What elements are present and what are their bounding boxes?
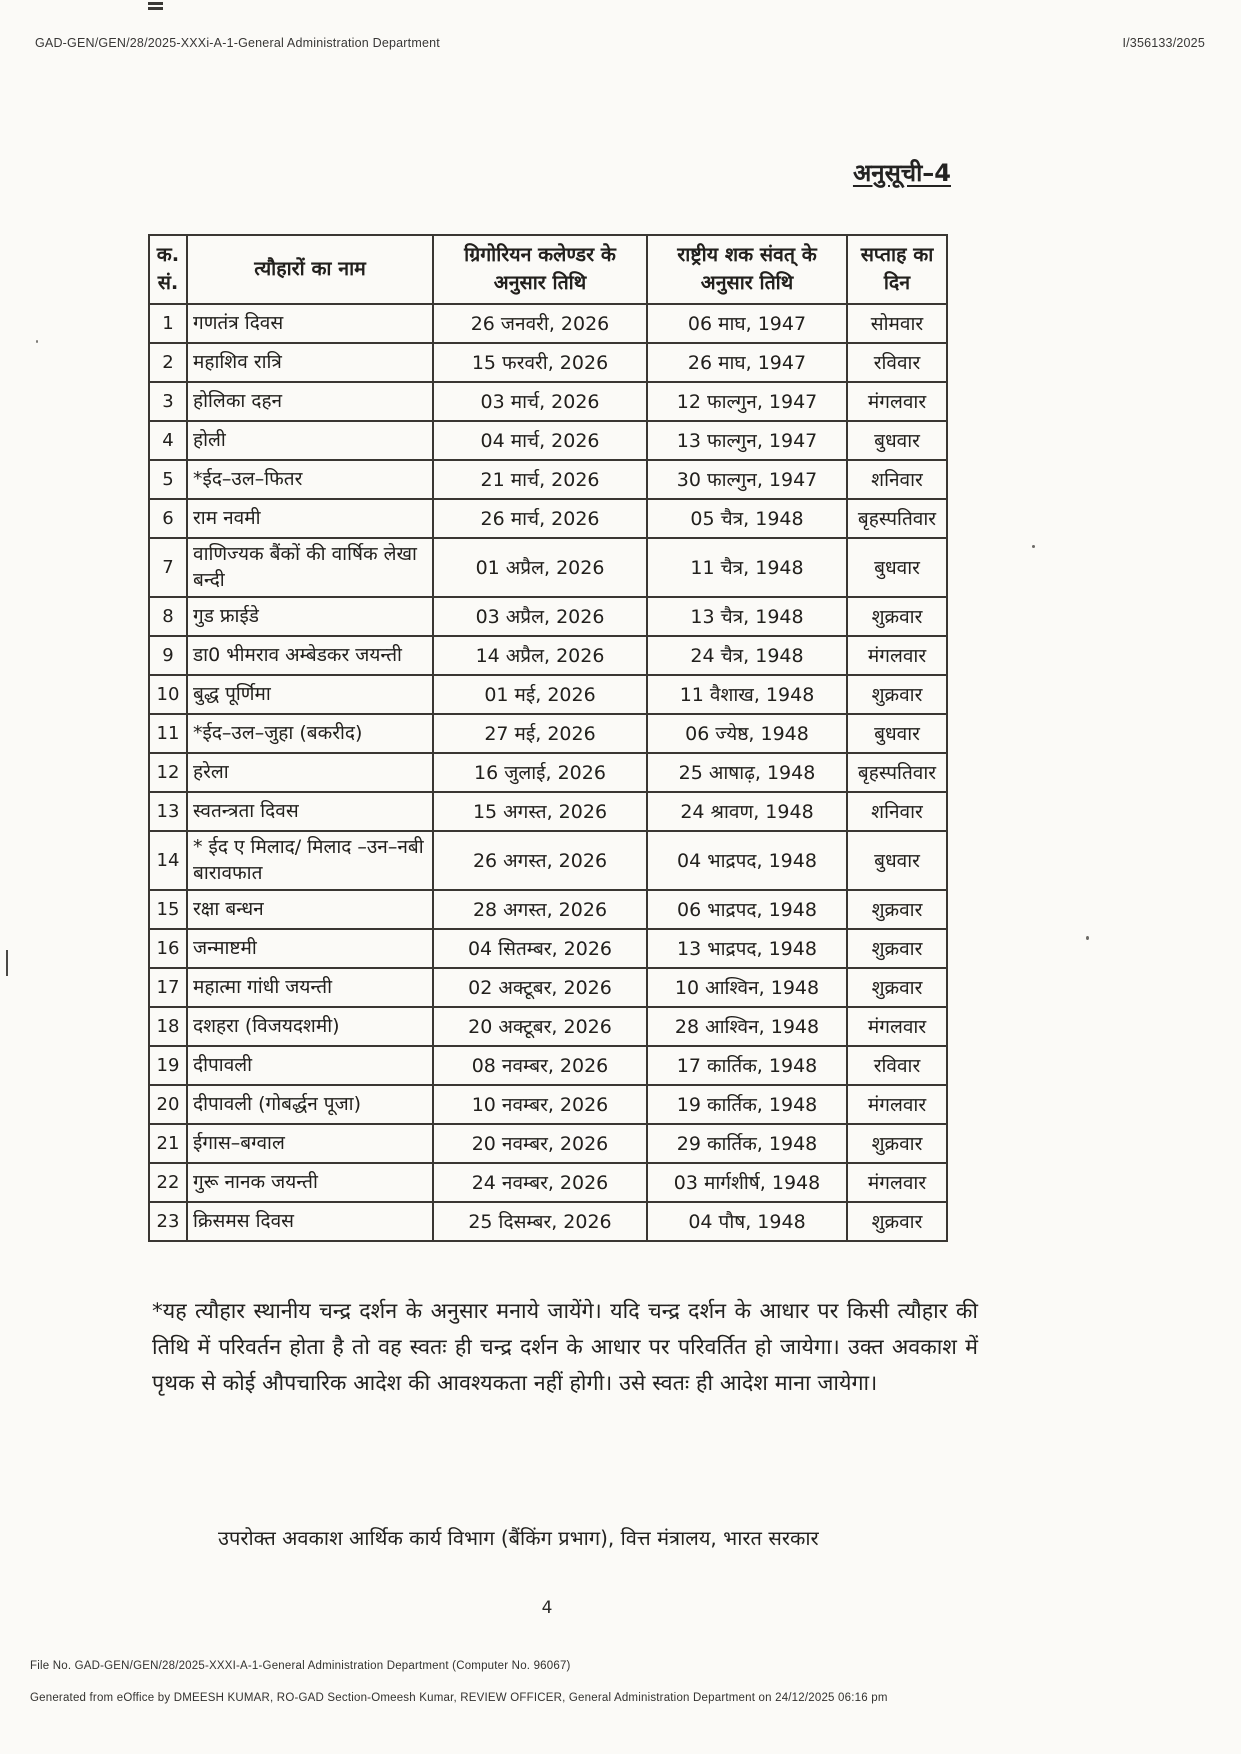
scan-artifact [6,950,8,976]
festival-weekday: मंगलवार [847,1085,947,1124]
festival-weekday: सोमवार [847,304,947,343]
festival-gregorian-date: 04 मार्च, 2026 [433,421,647,460]
festival-weekday: शुक्रवार [847,1202,947,1241]
festival-weekday: बुधवार [847,831,947,890]
festival-name: बुद्ध पूर्णिमा [187,675,433,714]
festival-weekday: शुक्रवार [847,675,947,714]
festival-weekday: मंगलवार [847,1007,947,1046]
festival-gregorian-date: 16 जुलाई, 2026 [433,753,647,792]
festival-shaka-date: 11 वैशाख, 1948 [647,675,847,714]
festival-gregorian-date: 26 जनवरी, 2026 [433,304,647,343]
table-row [149,343,947,382]
festival-serial: 5 [149,460,187,499]
festival-gregorian-date: 04 सितम्बर, 2026 [433,929,647,968]
festival-name: * ईद ए मिलाद/ मिलाद –उन–नबी बारावफात [187,831,433,890]
table-row [149,968,947,1007]
document-header [35,36,1205,50]
festival-gregorian-date: 26 मार्च, 2026 [433,499,647,538]
table-row [149,929,947,968]
festival-gregorian-date: 27 मई, 2026 [433,714,647,753]
table-row [149,1124,947,1163]
festival-gregorian-date: 25 दिसम्बर, 2026 [433,1202,647,1241]
table-row [149,636,947,675]
festival-name: गणतंत्र दिवस [187,304,433,343]
festival-serial: 2 [149,343,187,382]
festival-weekday: बृहस्पतिवार [847,499,947,538]
festival-weekday: शुक्रवार [847,968,947,1007]
table-row [149,675,947,714]
table-row [149,831,947,890]
festival-serial: 17 [149,968,187,1007]
festival-gregorian-date: 26 अगस्त, 2026 [433,831,647,890]
table-row [149,890,947,929]
festival-serial: 4 [149,421,187,460]
lunar-sighting-footnote: *यह त्यौहार स्थानीय चन्द्र दर्शन के अनुसार मनाये जायेंगे। यदि चन्द्र दर्शन के आधार पर किसी त्यौहार की तिथि में परिवर्तन होता है तो वह स्वतः ही चन्द्र दर्शन के आधार पर परिवर्तित हो जायेगा। उक्त अवकाश में पृथक से कोई औपचारिक आदेश की आवश्यकता नहीं होगी। उसे स्वतः ही आदेश माना जायेगा। [152,1299,978,1396]
header-shaka-date: राष्ट्रीय शक संवत् के अनुसार तिथि [647,235,847,304]
festival-serial: 11 [149,714,187,753]
festival-shaka-date: 19 कार्तिक, 1948 [647,1085,847,1124]
table-row [149,421,947,460]
table-row [149,1007,947,1046]
festival-serial: 10 [149,675,187,714]
festival-serial: 13 [149,792,187,831]
festival-serial: 22 [149,1163,187,1202]
festival-name: *ईद–उल–फितर [187,460,433,499]
header-gregorian-date: ग्रिगोरियन कलेण्डर के अनुसार तिथि [433,235,647,304]
festival-gregorian-date: 01 मई, 2026 [433,675,647,714]
table-row [149,1046,947,1085]
table-row [149,460,947,499]
festival-gregorian-date: 14 अप्रैल, 2026 [433,636,647,675]
festival-shaka-date: 30 फाल्गुन, 1947 [647,460,847,499]
festival-gregorian-date: 01 अप्रैल, 2026 [433,538,647,597]
schedule-title: अनुसूची–4 [852,159,951,187]
festival-name: रक्षा बन्धन [187,890,433,929]
festival-name: दीपावली (गोबर्द्धन पूजा) [187,1085,433,1124]
table-row [149,1085,947,1124]
file-reference-right: I/356133/2025 [1122,36,1205,50]
festival-shaka-date: 04 भाद्रपद, 1948 [647,831,847,890]
header-festival-name: त्यौहारों का नाम [187,235,433,304]
festival-shaka-date: 04 पौष, 1948 [647,1202,847,1241]
festival-weekday: शनिवार [847,792,947,831]
table-row [149,597,947,636]
festival-name: स्वतन्त्रता दिवस [187,792,433,831]
festival-weekday: बृहस्पतिवार [847,753,947,792]
festival-shaka-date: 03 मार्गशीर्ष, 1948 [647,1163,847,1202]
festival-gregorian-date: 10 नवम्बर, 2026 [433,1085,647,1124]
festival-serial: 20 [149,1085,187,1124]
header-weekday: सप्ताह का दिन [847,235,947,304]
festival-gregorian-date: 28 अगस्त, 2026 [433,890,647,929]
file-reference-left: GAD-GEN/GEN/28/2025-XXXi-A-1-General Administration Department [35,36,440,50]
festival-gregorian-date: 15 फरवरी, 2026 [433,343,647,382]
festival-name: महात्मा गांधी जयन्ती [187,968,433,1007]
festival-name: महाशिव रात्रि [187,343,433,382]
festival-shaka-date: 10 आश्विन, 1948 [647,968,847,1007]
festival-shaka-date: 13 चैत्र, 1948 [647,597,847,636]
festival-weekday: बुधवार [847,421,947,460]
festival-table-body [149,304,947,1241]
festival-gregorian-date: 03 अप्रैल, 2026 [433,597,647,636]
table-row [149,1163,947,1202]
table-row [149,304,947,343]
festival-name: *ईद–उल–जुहा (बकरीद) [187,714,433,753]
festival-shaka-date: 12 फाल्गुन, 1947 [647,382,847,421]
footer-generated-line: Generated from eOffice by DMEESH KUMAR, RO-GAD Section-Omeesh Kumar, REVIEW OFFICER, General Administration Department on 24/12/2025 06:16 pm [30,1692,888,1704]
festival-serial: 23 [149,1202,187,1241]
festival-shaka-date: 05 चैत्र, 1948 [647,499,847,538]
festival-serial: 19 [149,1046,187,1085]
festival-name: जन्माष्टमी [187,929,433,968]
holiday-table [148,234,948,1242]
festival-weekday: शुक्रवार [847,597,947,636]
festival-gregorian-date: 02 अक्टूबर, 2026 [433,968,647,1007]
footer-file-number: File No. GAD-GEN/GEN/28/2025-XXXI-A-1-General Administration Department (Computer No. 96067) [30,1660,571,1672]
festival-name: हरेला [187,753,433,792]
festival-gregorian-date: 15 अगस्त, 2026 [433,792,647,831]
festival-name: क्रिसमस दिवस [187,1202,433,1241]
festival-shaka-date: 17 कार्तिक, 1948 [647,1046,847,1085]
scan-artifact [148,2,163,10]
table-row [149,499,947,538]
festival-name: गुरू नानक जयन्ती [187,1163,433,1202]
festival-weekday: शनिवार [847,460,947,499]
table-row [149,792,947,831]
festival-gregorian-date: 03 मार्च, 2026 [433,382,647,421]
festival-shaka-date: 13 भाद्रपद, 1948 [647,929,847,968]
festival-shaka-date: 11 चैत्र, 1948 [647,538,847,597]
festival-name: दीपावली [187,1046,433,1085]
festival-shaka-date: 06 ज्येष्ठ, 1948 [647,714,847,753]
table-row [149,714,947,753]
table-row [149,1202,947,1241]
festival-name: होलिका दहन [187,382,433,421]
table-row [149,753,947,792]
festival-serial: 16 [149,929,187,968]
festival-shaka-date: 13 फाल्गुन, 1947 [647,421,847,460]
festival-name: दशहरा (विजयदशमी) [187,1007,433,1046]
festival-serial: 12 [149,753,187,792]
festival-name: राम नवमी [187,499,433,538]
header-serial: क. सं. [149,235,187,304]
festival-weekday: रविवार [847,1046,947,1085]
festival-serial: 8 [149,597,187,636]
festival-serial: 7 [149,538,187,597]
festival-shaka-date: 06 भाद्रपद, 1948 [647,890,847,929]
festival-gregorian-date: 08 नवम्बर, 2026 [433,1046,647,1085]
scan-artifact [1086,936,1089,940]
festival-serial: 9 [149,636,187,675]
festival-serial: 1 [149,304,187,343]
festival-serial: 18 [149,1007,187,1046]
festival-serial: 3 [149,382,187,421]
festival-shaka-date: 24 चैत्र, 1948 [647,636,847,675]
festival-shaka-date: 29 कार्तिक, 1948 [647,1124,847,1163]
festival-name: डा0 भीमराव अम्बेडकर जयन्ती [187,636,433,675]
festival-shaka-date: 28 आश्विन, 1948 [647,1007,847,1046]
festival-weekday: बुधवार [847,714,947,753]
festival-gregorian-date: 21 मार्च, 2026 [433,460,647,499]
festival-shaka-date: 26 माघ, 1947 [647,343,847,382]
festival-serial: 21 [149,1124,187,1163]
festival-serial: 15 [149,890,187,929]
festival-name: ईगास–बग्वाल [187,1124,433,1163]
festival-weekday: मंगलवार [847,1163,947,1202]
page-number: 4 [541,1598,553,1618]
holiday-table-header [149,235,947,304]
festival-name: गुड फ्राईडे [187,597,433,636]
festival-shaka-date: 25 आषाढ़, 1948 [647,753,847,792]
festival-weekday: रविवार [847,343,947,382]
festival-name: वाणिज्यक बैंकों की वार्षिक लेखा बन्दी [187,538,433,597]
festival-gregorian-date: 20 नवम्बर, 2026 [433,1124,647,1163]
festival-weekday: शुक्रवार [847,1124,947,1163]
festival-weekday: शुक्रवार [847,929,947,968]
festival-weekday: शुक्रवार [847,890,947,929]
attribution-line: उपरोक्त अवकाश आर्थिक कार्य विभाग (बैंकिंग प्रभाग), वित्त मंत्रालय, भारत सरकार [218,1526,819,1550]
festival-weekday: बुधवार [847,538,947,597]
scan-artifact [36,340,38,343]
festival-weekday: मंगलवार [847,382,947,421]
festival-shaka-date: 24 श्रावण, 1948 [647,792,847,831]
festival-name: होली [187,421,433,460]
festival-shaka-date: 06 माघ, 1947 [647,304,847,343]
table-row [149,382,947,421]
festival-serial: 14 [149,831,187,890]
festival-serial: 6 [149,499,187,538]
festival-weekday: मंगलवार [847,636,947,675]
festival-gregorian-date: 24 नवम्बर, 2026 [433,1163,647,1202]
festival-gregorian-date: 20 अक्टूबर, 2026 [433,1007,647,1046]
scan-artifact [1032,545,1035,548]
table-row [149,538,947,597]
